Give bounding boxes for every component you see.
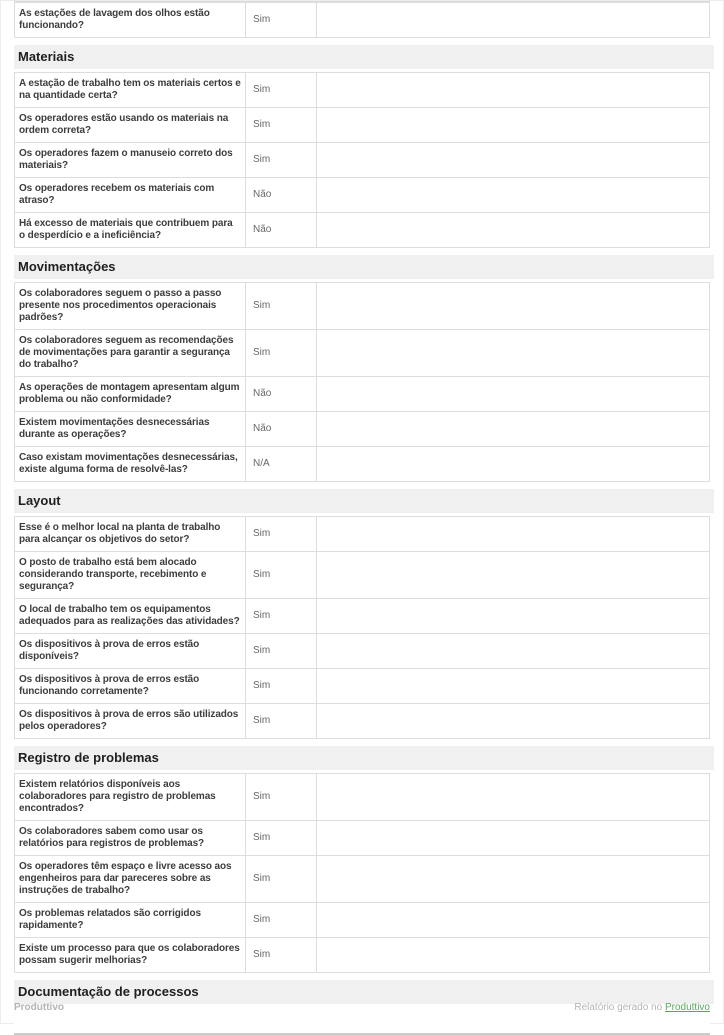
answer-cell: Sim bbox=[246, 821, 317, 856]
answer-cell: Sim bbox=[246, 669, 317, 704]
question-cell: Caso existam movimentações desnecessárias, existe alguma forma de resolvê-las? bbox=[15, 447, 246, 482]
question-cell: As operações de montagem apresentam algum problema ou não conformidade? bbox=[15, 377, 246, 412]
table-row bbox=[15, 108, 710, 143]
table-row bbox=[15, 3, 710, 38]
answer-cell: Sim bbox=[246, 143, 317, 178]
footer-brand: Produttivo bbox=[14, 1002, 64, 1013]
question-cell: O local de trabalho tem os equipamentos adequados para as realizações das atividades? bbox=[15, 599, 246, 634]
answer-cell: Sim bbox=[246, 3, 317, 38]
answer-cell: Não bbox=[246, 412, 317, 447]
notes-cell bbox=[317, 73, 710, 108]
table-row bbox=[15, 447, 710, 482]
table-row bbox=[15, 856, 710, 903]
table-row bbox=[15, 283, 710, 330]
question-cell: As estações de lavagem dos olhos estão funcionando? bbox=[15, 3, 246, 38]
notes-cell bbox=[317, 599, 710, 634]
qa-table bbox=[14, 2, 710, 38]
question-cell: Esse é o melhor local na planta de trabalho para alcançar os objetivos do setor? bbox=[15, 517, 246, 552]
qa-table bbox=[14, 282, 710, 482]
answer-cell: Sim bbox=[246, 704, 317, 739]
answer-cell: Sim bbox=[246, 903, 317, 938]
question-cell: A estação de trabalho tem os materiais certos e na quantidade certa? bbox=[15, 73, 246, 108]
notes-cell bbox=[317, 903, 710, 938]
table-row bbox=[15, 213, 710, 248]
question-cell: Os operadores fazem o manuseio correto dos materiais? bbox=[15, 143, 246, 178]
table-row bbox=[15, 377, 710, 412]
table-row bbox=[15, 517, 710, 552]
table-row bbox=[15, 412, 710, 447]
question-cell: Existem movimentações desnecessárias durante as operações? bbox=[15, 412, 246, 447]
answer-cell: Sim bbox=[246, 856, 317, 903]
report-table bbox=[14, 0, 710, 1035]
question-cell: Os dispositivos à prova de erros estão disponíveis? bbox=[15, 634, 246, 669]
table-row bbox=[15, 821, 710, 856]
qa-table bbox=[14, 516, 710, 739]
question-cell: Existe um processo para que os colaboradores possam sugerir melhorias? bbox=[15, 938, 246, 973]
section-header: Layout bbox=[14, 489, 714, 513]
answer-cell: Sim bbox=[246, 938, 317, 973]
table-row bbox=[15, 669, 710, 704]
question-cell: Os colaboradores seguem o passo a passo presente nos procedimentos operacionais padrões? bbox=[15, 283, 246, 330]
question-cell: Os colaboradores sabem como usar os relatórios para registros de problemas? bbox=[15, 821, 246, 856]
answer-cell: Sim bbox=[246, 599, 317, 634]
table-row bbox=[15, 704, 710, 739]
question-cell: Os operadores recebem os materiais com atraso? bbox=[15, 178, 246, 213]
question-cell: Os operadores têm espaço e livre acesso aos engenheiros para dar pareceres sobre as instruções de trabalho? bbox=[15, 856, 246, 903]
table-row bbox=[15, 73, 710, 108]
answer-cell: Sim bbox=[246, 517, 317, 552]
question-cell: Os problemas relatados são corrigidos rapidamente? bbox=[15, 903, 246, 938]
table-row bbox=[15, 774, 710, 821]
footer-produttivo-link[interactable]: Produttivo bbox=[664, 1002, 710, 1013]
notes-cell bbox=[317, 669, 710, 704]
notes-cell bbox=[317, 517, 710, 552]
notes-cell bbox=[317, 108, 710, 143]
answer-cell: Sim bbox=[246, 73, 317, 108]
notes-cell bbox=[317, 552, 710, 599]
notes-cell bbox=[317, 938, 710, 973]
notes-cell bbox=[317, 412, 710, 447]
qa-table bbox=[14, 773, 710, 973]
footer-generated-text: Relatório gerado no bbox=[574, 1002, 665, 1013]
answer-cell: Sim bbox=[246, 552, 317, 599]
page-footer bbox=[14, 1002, 710, 1016]
notes-cell bbox=[317, 774, 710, 821]
answer-cell: Não bbox=[246, 377, 317, 412]
notes-cell bbox=[317, 447, 710, 482]
question-cell: O posto de trabalho está bem alocado considerando transporte, recebimento e segurança? bbox=[15, 552, 246, 599]
notes-cell bbox=[317, 213, 710, 248]
table-row bbox=[15, 599, 710, 634]
section-header: Materiais bbox=[14, 45, 714, 69]
notes-cell bbox=[317, 330, 710, 377]
table-row bbox=[15, 552, 710, 599]
answer-cell: Não bbox=[246, 213, 317, 248]
notes-cell bbox=[317, 143, 710, 178]
answer-cell: Sim bbox=[246, 330, 317, 377]
table-row bbox=[15, 634, 710, 669]
section-header: Registro de problemas bbox=[14, 746, 714, 770]
notes-cell bbox=[317, 821, 710, 856]
answer-cell: Sim bbox=[246, 283, 317, 330]
question-cell: Os dispositivos à prova de erros estão funcionando corretamente? bbox=[15, 669, 246, 704]
answer-cell: Sim bbox=[246, 774, 317, 821]
table-row bbox=[15, 938, 710, 973]
notes-cell bbox=[317, 856, 710, 903]
notes-cell bbox=[317, 283, 710, 330]
question-cell: Os colaboradores seguem as recomendações de movimentações para garantir a segurança do trabalho? bbox=[15, 330, 246, 377]
notes-cell bbox=[317, 704, 710, 739]
table-row bbox=[15, 330, 710, 377]
question-cell: Há excesso de materiais que contribuem para o desperdício e a ineficiência? bbox=[15, 213, 246, 248]
table-row bbox=[15, 143, 710, 178]
table-row bbox=[15, 903, 710, 938]
notes-cell bbox=[317, 377, 710, 412]
answer-cell: Não bbox=[246, 178, 317, 213]
footer-generated-note bbox=[574, 1002, 710, 1013]
section-header: Documentação de processos bbox=[14, 980, 714, 1004]
answer-cell: Sim bbox=[246, 108, 317, 143]
question-cell: Existem relatórios disponíveis aos colaboradores para registro de problemas encontrados? bbox=[15, 774, 246, 821]
table-row bbox=[15, 178, 710, 213]
section-header: Movimentações bbox=[14, 255, 714, 279]
question-cell: Os operadores estão usando os materiais na ordem correta? bbox=[15, 108, 246, 143]
notes-cell bbox=[317, 3, 710, 38]
answer-cell: N/A bbox=[246, 447, 317, 482]
answer-cell: Sim bbox=[246, 634, 317, 669]
qa-table bbox=[14, 72, 710, 248]
notes-cell bbox=[317, 634, 710, 669]
question-cell: Os dispositivos à prova de erros são utilizados pelos operadores? bbox=[15, 704, 246, 739]
notes-cell bbox=[317, 178, 710, 213]
